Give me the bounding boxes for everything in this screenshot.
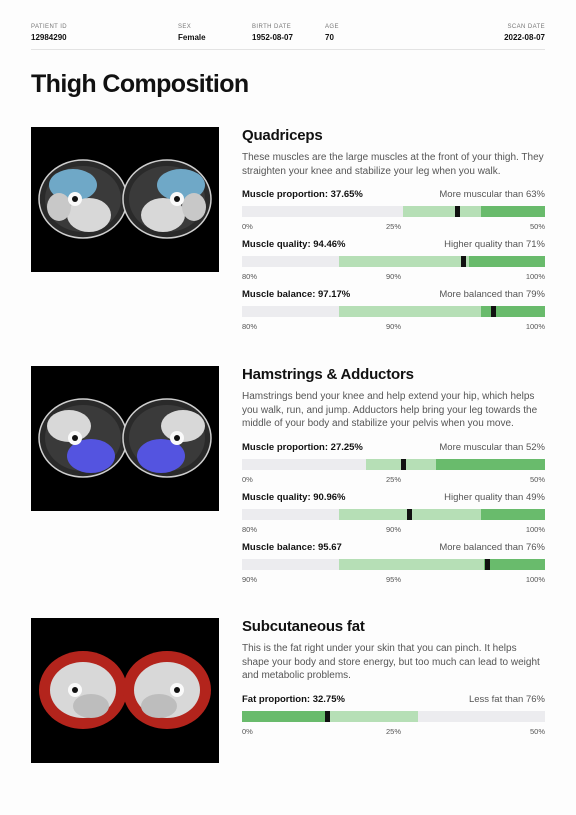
mri-scan-image <box>31 366 219 511</box>
metric-muscle-proportion <box>242 189 545 239</box>
mri-scan-image <box>31 618 219 763</box>
tick-label: 25% <box>385 222 402 231</box>
birth-date-field <box>252 24 293 42</box>
section-description: These muscles are the large muscles at the front of your thigh. They straighten your knee and stabilize your leg when you walk. <box>242 152 544 177</box>
bar-dark-segment <box>481 509 545 520</box>
bar-light-segment <box>403 206 482 217</box>
bar-marker <box>325 711 330 722</box>
metric-muscle-quality <box>242 492 545 542</box>
section-title: Quadriceps <box>242 127 323 144</box>
metric-comparison: More balanced than 76% <box>439 541 545 553</box>
bar-marker <box>407 509 412 520</box>
patient-id-label: PATIENT ID <box>31 24 68 30</box>
metric-label: Muscle balance: 97.17% <box>242 289 351 300</box>
tick-label: 25% <box>385 726 402 736</box>
mri-scan-image <box>31 127 219 272</box>
metric-bar <box>242 206 545 217</box>
metric-muscle-balance <box>242 542 545 592</box>
metric-comparison: Higher quality than 49% <box>444 491 545 503</box>
age-value: 70 <box>325 33 334 42</box>
bar-light-segment <box>327 711 418 722</box>
section-title: Subcutaneous fat <box>242 618 365 635</box>
bar-dark-segment <box>469 256 545 267</box>
metric-comparison: Higher quality than 71% <box>444 239 545 250</box>
metric-muscle-quality <box>242 239 545 289</box>
metric-label: Muscle quality: 90.96% <box>242 491 346 503</box>
age-label: AGE <box>325 24 339 30</box>
metric-comparison: More muscular than 52% <box>439 441 545 453</box>
section-description: This is the fat right under your skin that you can pinch. It helps shape your body and store energy, but too much can lead to weight and metabolic problems. <box>242 643 540 681</box>
metric-label: Muscle balance: 95.67 <box>242 541 342 553</box>
tick-label: 100% <box>525 524 545 534</box>
metric-bar <box>242 711 545 722</box>
section-title: Hamstrings & Adductors <box>242 366 414 383</box>
bar-light-segment <box>339 306 481 317</box>
bar-marker <box>401 459 406 470</box>
bar-dark-segment <box>484 559 545 570</box>
sex-label: SEX <box>178 24 192 30</box>
age-field <box>325 24 339 42</box>
metric-muscle-balance <box>242 289 545 339</box>
bar-marker <box>461 256 466 267</box>
metric-comparison: More muscular than 63% <box>439 189 545 200</box>
bar-dark-segment <box>436 459 545 470</box>
metric-muscle-proportion <box>242 442 545 492</box>
page-title: Thigh Composition <box>31 70 249 98</box>
patient-id-value: 12984290 <box>31 33 67 42</box>
tick-label: 100% <box>525 272 545 281</box>
metric-bar <box>242 509 545 520</box>
tick-label: 80% <box>242 322 258 331</box>
sex-field <box>178 24 206 42</box>
bar-dark-segment <box>242 711 327 722</box>
tick-label: 90% <box>385 322 402 331</box>
scan-date-label: SCAN DATE <box>507 24 545 30</box>
tick-label: 90% <box>242 574 258 584</box>
tick-label: 0% <box>242 222 253 231</box>
tick-label: 0% <box>242 474 253 484</box>
metric-label: Muscle quality: 94.46% <box>242 239 346 250</box>
metric-bar <box>242 306 545 317</box>
metric-bar <box>242 256 545 267</box>
patient-header <box>31 24 545 50</box>
metric-bar <box>242 459 545 470</box>
tick-label: 50% <box>529 726 545 736</box>
bar-light-segment <box>339 559 484 570</box>
bar-dark-segment <box>481 206 545 217</box>
metric-label: Muscle proportion: 27.25% <box>242 441 363 453</box>
scan-date-value: 2022-08-07 <box>504 33 545 42</box>
metric-bar <box>242 559 545 570</box>
tick-label: 50% <box>529 222 545 231</box>
tick-label: 50% <box>529 474 545 484</box>
birth-date-value: 1952-08-07 <box>252 33 293 42</box>
tick-label: 80% <box>242 524 258 534</box>
tick-label: 100% <box>525 574 545 584</box>
tick-label: 90% <box>385 272 402 281</box>
bar-light-segment <box>339 256 469 267</box>
bar-marker <box>455 206 460 217</box>
tick-label: 100% <box>525 322 545 331</box>
section-description: Hamstrings bend your knee and help extend your hip, which helps you walk, run, and jump. Adductors help bring your leg towards the middle of your body and stabilize your pelvis when you move. <box>242 391 538 429</box>
tick-label: 0% <box>242 726 253 736</box>
sex-value: Female <box>178 33 206 42</box>
bar-marker <box>485 559 490 570</box>
tick-label: 80% <box>242 272 258 281</box>
metric-fat-proportion <box>242 694 545 744</box>
tick-label: 25% <box>385 474 402 484</box>
scan-date-field <box>504 24 545 42</box>
birth-date-label: BIRTH DATE <box>252 24 292 30</box>
metric-label: Muscle proportion: 37.65% <box>242 189 363 200</box>
metric-comparison: More balanced than 79% <box>439 289 545 300</box>
metric-label: Fat proportion: 32.75% <box>242 693 345 705</box>
metric-comparison: Less fat than 76% <box>468 693 545 705</box>
patient-id-field <box>31 24 67 42</box>
bar-marker <box>491 306 496 317</box>
tick-label: 95% <box>385 574 402 584</box>
tick-label: 90% <box>385 524 402 534</box>
